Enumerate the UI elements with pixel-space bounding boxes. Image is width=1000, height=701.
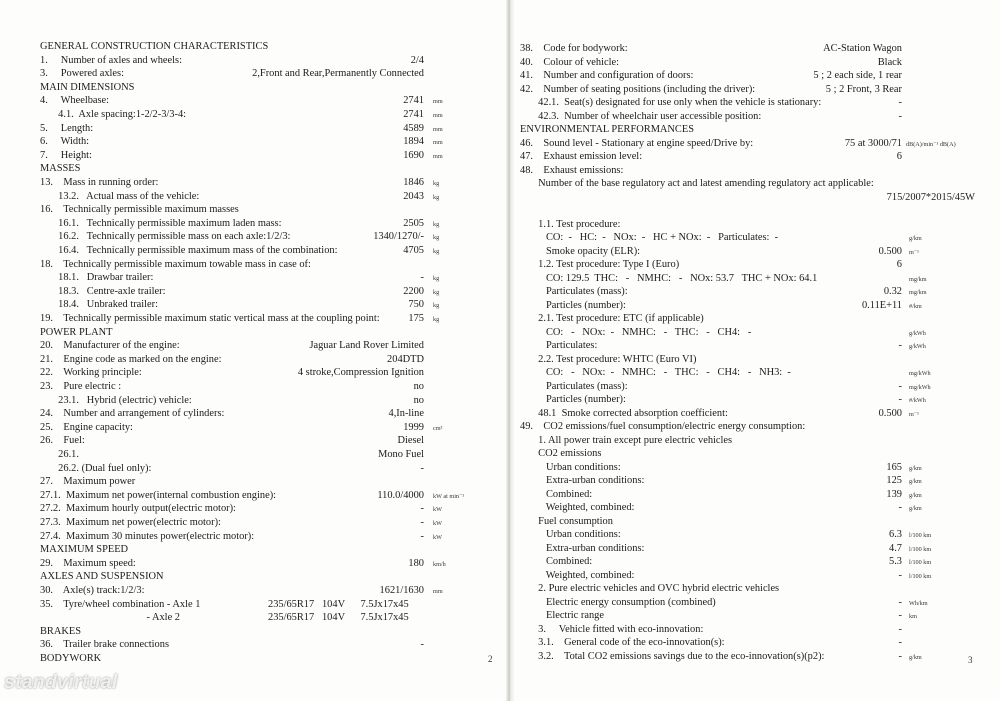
field-label: 2.2. Test procedure: WHTC (Euro VI) (520, 353, 697, 365)
field-value: 125 (886, 475, 902, 486)
field-value: 235/65R17 104V 7.5Jx17x45 (268, 612, 409, 624)
field-label: 48. Exhaust emissions: (520, 164, 624, 176)
field-value: 6 (896, 151, 902, 162)
field-unit: kg (433, 220, 440, 228)
field-unit: g/km (909, 478, 922, 485)
field-unit: cm³ (433, 424, 443, 432)
field-value: 6 (896, 259, 902, 270)
field-label: 26.1. (40, 449, 79, 460)
field-label: 2. Pure electric vehicles and OVC hybrid electric vehicles (520, 583, 780, 594)
field-value: 165 (886, 461, 902, 473)
field-label: 18.3. Centre-axle trailer: (40, 285, 166, 297)
field-value: 750 (408, 299, 424, 311)
field-value: - (898, 596, 902, 608)
field-unit: mm (433, 112, 443, 119)
field-value: - (898, 650, 902, 662)
field-unit: m⁻¹ (909, 248, 919, 256)
field-unit: g/km (909, 491, 922, 499)
field-label: 42. Number of seating positions (including the driver): (520, 83, 756, 95)
field-label: 22. Working principle: (40, 367, 142, 379)
field-label: Weighted, combined: (520, 502, 635, 513)
field-value: 1621/1630 (379, 585, 424, 596)
field-label: CO: - NOx: - NMHC: - THC: - CH4: - (520, 326, 752, 338)
field-label: 1. All power train except pure electric vehicles (520, 434, 733, 446)
field-label: Particulates (mass): (520, 286, 628, 297)
field-label: Electric range (520, 610, 604, 621)
field-label: 23.1. Hybrid (electric) vehicle: (40, 394, 192, 406)
field-unit: km/h (433, 560, 446, 568)
field-label: ENVIRONMENTAL PERFORMANCES (520, 124, 694, 135)
field-label: Electric energy consumption (combined) (520, 596, 716, 608)
field-value: 2505 (403, 217, 424, 229)
field-unit: mm (433, 139, 443, 147)
field-value: AC-Station Wagon (823, 43, 902, 54)
field-unit: l/100 km (909, 572, 932, 580)
field-value: 235/65R17 104V 7.5Jx17x45 (268, 598, 409, 610)
field-label: CO: - HC: - NOx: - HC + NOx: - Particulates: - (520, 232, 779, 243)
field-value: 5 ; 2 each side, 1 rear (813, 70, 902, 81)
field-label: 1.1. Test procedure: (520, 218, 621, 230)
field-label: BRAKES (40, 625, 81, 637)
field-value: 4,In-line (388, 408, 424, 420)
field-value: Mono Fuel (378, 449, 424, 460)
field-label: 27.1. Maximum net power(internal combustion engine): (40, 489, 277, 501)
field-label: 4.1. Axle spacing:1-2/2-3/3-4: (40, 109, 187, 120)
field-unit: mg/kWh (909, 370, 931, 377)
field-unit: g/km (909, 653, 922, 661)
field-label: MAIN DIMENSIONS (40, 81, 135, 93)
field-label: 20. Manufacturer of the engine: (40, 340, 180, 352)
field-value: - (420, 272, 424, 284)
field-unit: mg/km (909, 275, 927, 283)
field-unit: m⁻¹ (909, 410, 919, 418)
field-unit: Wh/km (909, 599, 928, 607)
field-value: 180 (408, 557, 424, 569)
field-label: 16.4. Technically permissible maximum mass of the combination: (40, 245, 338, 256)
field-unit: g/kWh (909, 343, 926, 350)
field-label: 36. Trailer brake connections (40, 639, 169, 651)
field-value: 204DTD (387, 353, 424, 365)
field-label: 49. CO2 emissions/fuel consumption/electric energy consumption: (520, 421, 806, 432)
field-unit: g/km (909, 464, 922, 472)
field-label: 6. Width: (40, 136, 90, 148)
field-value: - (898, 97, 902, 108)
field-value: 4589 (403, 122, 424, 134)
field-value: - (898, 637, 902, 648)
field-label: 42.1. Seat(s) designated for use only when the vehicle is stationary: (520, 97, 822, 108)
field-value: 1340/1270/- (373, 231, 424, 243)
field-label: 47. Exhaust emission level: (520, 151, 643, 162)
field-label: 1.2. Test procedure: Type I (Euro) (520, 259, 680, 270)
field-label: 13.2. Actual mass of the vehicle: (40, 190, 200, 202)
field-unit: kW at min⁻¹ (433, 492, 465, 500)
field-value: - (420, 462, 424, 474)
field-value: 0.11E+11 (861, 299, 902, 311)
field-label: GENERAL CONSTRUCTION CHARACTERISTICS (40, 41, 269, 52)
field-value: 75 at 3000/71 (844, 137, 902, 149)
field-label: 46. Sound level - Stationary at engine speed/Drive by: (520, 137, 754, 149)
watermark-logo: standvirtual (4, 672, 118, 693)
field-label: 3. Powered axles: (40, 68, 124, 80)
field-unit: kg (433, 180, 440, 187)
left-page-number: 2 (488, 654, 493, 664)
field-value: 2,Front and Rear,Permanently Connected (252, 68, 424, 80)
field-label: Extra-urban conditions: (520, 542, 645, 554)
field-label: CO2 emissions (520, 448, 602, 459)
field-label: 18. Technically permissible maximum towable mass in case of: (40, 258, 311, 270)
field-label: 3.1. General code of the eco-innovation(s): (520, 637, 725, 648)
field-value: 4 stroke,Compression Ignition (297, 367, 424, 379)
field-unit: kg (433, 234, 440, 242)
field-value: - (898, 502, 902, 513)
field-label: 27.4. Maximum 30 minutes power(electric motor): (40, 530, 255, 542)
field-label: 27.3. Maximum net power(electric motor): (40, 517, 221, 528)
field-label: 1. Number of axles and wheels: (40, 54, 182, 66)
field-unit: kg (433, 288, 440, 296)
field-unit: kg (433, 302, 440, 310)
field-value: 110.0/4000 (377, 489, 424, 501)
field-label: 3.2. Total CO2 emissions savings due to the eco-innovation(s)(p2): (520, 650, 825, 662)
field-label: Number of the base regulatory act and latest amending regulatory act applicable: (520, 178, 874, 189)
field-value: 1846 (403, 177, 424, 188)
field-unit: mg/km (909, 289, 927, 296)
field-unit: #/km (909, 302, 922, 310)
field-label: 3. Vehicle fitted with eco-innovation: (520, 623, 704, 635)
field-unit: kW (433, 506, 442, 514)
field-label: Combined: (520, 488, 593, 500)
field-value: 2200 (403, 285, 424, 297)
field-value: 1999 (403, 421, 424, 433)
field-label: 26. Fuel: (40, 435, 85, 447)
field-value: Black (877, 56, 902, 68)
field-unit: #/kWh (909, 397, 926, 404)
field-label: 5. Length: (40, 122, 94, 134)
field-label: Combined: (520, 556, 593, 567)
field-label: 7. Height: (40, 149, 92, 161)
field-label: 25. Engine capacity: (40, 421, 133, 433)
field-value: - (420, 639, 424, 651)
field-label: 4. Wheelbase: (40, 95, 110, 107)
field-value: - (898, 569, 902, 581)
field-label: 48.1 Smoke corrected absorption coefficient: (520, 407, 728, 419)
field-value: - (898, 394, 902, 405)
field-label: 24. Number and arrangement of cylinders: (40, 408, 225, 420)
field-value: - (420, 517, 424, 528)
field-value: 1894 (403, 136, 424, 148)
field-value: - (898, 340, 902, 351)
field-label: 18.1. Drawbar trailer: (40, 272, 154, 284)
field-value: - (898, 380, 902, 392)
field-value: 139 (886, 488, 902, 500)
field-label: BODYWORK (40, 653, 102, 664)
field-unit: kW (433, 520, 442, 527)
field-label: 27. Maximum power (40, 476, 136, 488)
field-label: Particles (number): (520, 299, 626, 311)
field-unit: g/km (909, 235, 922, 242)
field-label: 41. Number and configuration of doors: (520, 70, 694, 81)
field-unit: kg (433, 248, 440, 255)
field-label: 29. Maximum speed: (40, 557, 136, 569)
field-value: 4.7 (889, 542, 902, 554)
field-label: CO: - NOx: - NMHC: - THC: - CH4: - NH3: - (520, 367, 791, 378)
field-value: 5 ; 2 Front, 3 Rear (825, 83, 902, 95)
field-value: 2043 (403, 190, 424, 202)
field-value: 0.500 (878, 245, 902, 257)
field-label: 38. Code for bodywork: (520, 43, 628, 54)
field-value: 4705 (403, 245, 424, 256)
field-value: 5.3 (889, 556, 902, 567)
field-label: CO: 129.5 THC: - NMHC: - NOx: 53.7 THC + NOx: 64.1 (520, 272, 818, 284)
field-label: 40. Colour of vehicle: (520, 56, 619, 68)
field-label: 16. Technically permissible maximum masses (40, 204, 239, 216)
field-label: Weighted, combined: (520, 569, 635, 581)
field-unit: g/kWh (909, 329, 926, 337)
field-value: - (898, 610, 902, 621)
field-label: Urban conditions: (520, 461, 621, 473)
field-value: 2/4 (410, 54, 424, 66)
field-value: - (898, 110, 902, 122)
field-unit: mm (433, 588, 443, 595)
right-page-number: 3 (968, 655, 973, 665)
field-unit: dB(A)/min⁻¹ dB(A) (906, 140, 956, 148)
field-label: 16.2. Technically permissible mass on each axle:1/2/3: (40, 231, 291, 243)
field-value: Diesel (397, 435, 424, 447)
field-label: Extra-urban conditions: (520, 475, 645, 486)
field-unit: mm (433, 98, 443, 106)
field-label: 30. Axle(s) track:1/2/3: (40, 585, 145, 596)
field-label: AXLES AND SUSPENSION (40, 571, 164, 583)
field-unit: kg (433, 275, 440, 283)
field-value: no (413, 394, 424, 406)
field-label: 23. Pure electric : (40, 381, 122, 392)
field-unit: l/100 km (909, 545, 932, 553)
field-label: 13. Mass in running order: (40, 177, 159, 188)
field-value: 0.500 (878, 407, 902, 419)
field-value: 2741 (403, 95, 424, 107)
field-label: 18.4. Unbraked trailer: (40, 299, 159, 311)
field-label: Particulates (mass): (520, 380, 628, 392)
field-label: Fuel consumption (520, 515, 613, 527)
field-label: Urban conditions: (520, 529, 621, 540)
field-label: 27.2. Maximum hourly output(electric motor): (40, 503, 236, 515)
field-unit: l/100 km (909, 532, 932, 539)
field-unit: kW (433, 533, 442, 541)
field-value: 6.3 (889, 529, 902, 540)
field-value: - (420, 530, 424, 542)
field-unit: kg (433, 316, 440, 323)
field-unit: l/100 km (909, 559, 932, 566)
field-label: 26.2. (Dual fuel only): (40, 462, 152, 474)
field-value: 715/2007*2015/45W (886, 191, 975, 203)
field-label: POWER PLANT (40, 326, 113, 338)
right-page (512, 0, 1000, 701)
field-label: 35. Tyre/wheel combination - Axle 1 (40, 598, 201, 610)
field-value: 175 (408, 313, 424, 324)
field-unit: mm (433, 152, 443, 160)
field-unit: mg/kWh (909, 383, 931, 391)
field-unit: km (909, 613, 917, 620)
field-value: 1690 (403, 149, 424, 161)
field-label: - Axle 2 (40, 612, 180, 624)
field-value: Jaguar Land Rover Limited (309, 340, 424, 352)
field-label: 42.3. Number of wheelchair user accessible position: (520, 110, 762, 122)
field-label: 19. Technically permissible maximum static vertical mass at the coupling point: (40, 313, 380, 324)
field-label: MASSES (40, 163, 81, 175)
field-value: 0.32 (883, 286, 902, 297)
field-value: - (898, 623, 902, 635)
field-label: Particles (number): (520, 394, 626, 405)
field-value: 2741 (403, 109, 424, 120)
field-label: MAXIMUM SPEED (40, 544, 129, 556)
field-label: 21. Engine code as marked on the engine: (40, 353, 222, 365)
field-unit: g/km (909, 505, 922, 512)
field-unit: mm (433, 125, 443, 133)
field-label: 2.1. Test procedure: ETC (if applicable) (520, 313, 704, 324)
field-label: Smoke opacity (ELR): (520, 245, 641, 257)
field-label: 16.1. Technically permissible maximum laden mass: (40, 217, 282, 229)
field-value: - (420, 503, 424, 515)
field-value: no (413, 381, 424, 392)
field-label: Particulates: (520, 340, 598, 351)
field-unit: kg (433, 193, 440, 201)
